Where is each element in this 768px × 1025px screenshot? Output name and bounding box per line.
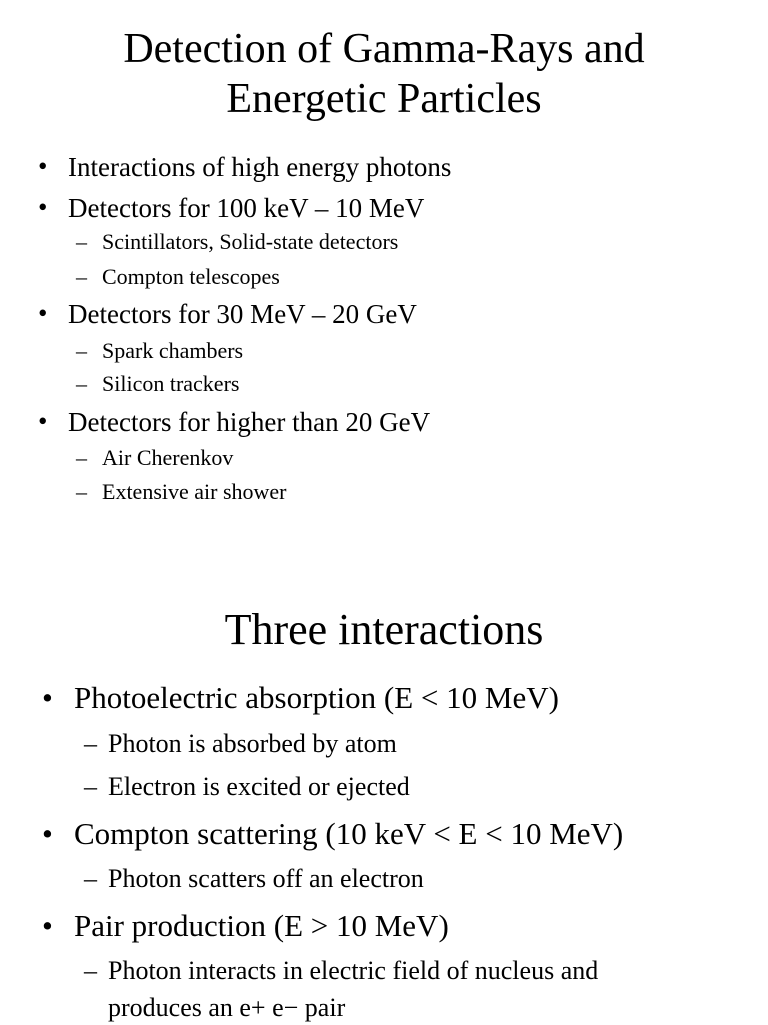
bullet-icon: • [42,680,53,715]
bullet-icon: • [38,406,48,436]
slide-title: Three interactions [224,605,544,654]
dash-icon: – [76,371,87,396]
sub-item: Photon interacts in electric field of nucleus and [108,956,599,985]
dash-icon: – [84,729,97,758]
sub-item: Electron is excited or ejected [108,772,410,801]
sub-item: Photon scatters off an electron [108,864,424,893]
bullet-icon: • [38,298,48,328]
sub-item: Air Cherenkov [102,445,234,470]
sub-item: Compton telescopes [102,264,280,289]
bullet-item: Detectors for higher than 20 GeV [68,407,431,437]
dash-icon: – [76,338,87,363]
dash-icon: – [76,229,87,254]
bullet-icon: • [42,908,53,943]
bullet-item: Detectors for 100 keV – 10 MeV [68,193,425,223]
sub-item-continuation: produces an e+ e− pair [108,993,346,1022]
slide-title-line-1: Detection of Gamma-Rays and [123,26,645,72]
dash-icon: – [76,445,87,470]
bullet-list [0,560,768,1024]
slide-three-interactions [0,560,768,1024]
dash-icon: – [76,264,87,289]
bullet-item: Detectors for 30 MeV – 20 GeV [68,299,417,329]
bullet-icon: • [42,816,53,851]
dash-icon: – [84,956,97,985]
sub-item: Extensive air shower [102,479,287,504]
bullet-icon: • [38,151,48,181]
dash-icon: – [84,772,97,801]
sub-item: Silicon trackers [102,371,240,396]
bullet-item: Compton scattering (10 keV < E < 10 MeV) [74,816,624,851]
sub-item: Spark chambers [102,338,244,363]
bullet-item: Photoelectric absorption (E < 10 MeV) [74,680,559,715]
dash-icon: – [84,864,97,893]
slide-title-line-2: Energetic Particles [226,76,542,122]
bullet-item: Pair production (E > 10 MeV) [74,908,449,943]
sub-item: Photon is absorbed by atom [108,729,397,758]
bullet-item: Interactions of high energy photons [68,152,452,182]
bullet-icon: • [38,192,48,222]
sub-item: Scintillators, Solid-state detectors [102,229,399,254]
dash-icon: – [76,479,87,504]
